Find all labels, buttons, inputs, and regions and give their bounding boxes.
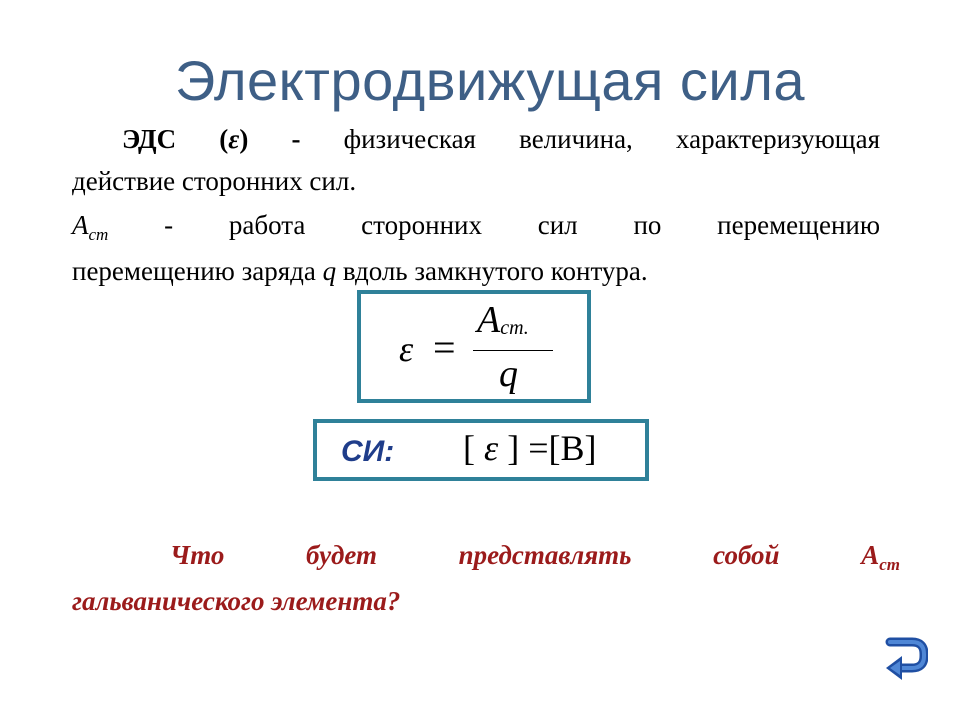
question-line2: гальванического элемента? (72, 586, 401, 616)
slide-title: Электродвижущая сила (174, 49, 806, 112)
work-symbol: $A_{ст}$ (72, 210, 109, 244)
emf-term-close: ) - (239, 124, 301, 154)
work-definition-line2: перемещению заряда q вдоль замкнутого контура. (72, 256, 648, 286)
formula-numerator: Aст. (477, 299, 529, 341)
charge-symbol: q (322, 256, 337, 286)
work-definition (72, 204, 880, 292)
emf-symbol: ε (228, 124, 240, 154)
question-symbol: $A_{ст}$ (861, 540, 900, 574)
formula-emf-symbol: ε (399, 329, 414, 369)
emf-definition-line1: физическая величина, характеризующая (300, 124, 881, 154)
question-text (72, 534, 900, 622)
emf-term: ЭДС ( (122, 124, 229, 154)
formula-denominator: q (499, 353, 518, 395)
fraction-bar (473, 350, 553, 351)
formula-equals: = (433, 325, 456, 370)
si-label: СИ: (341, 435, 395, 468)
question-line1: Что будет представлять собой (170, 540, 780, 570)
work-definition-line1: работа сторонних сил по перемещению (228, 210, 881, 240)
si-units-box (313, 419, 649, 481)
emf-formula-box (357, 290, 591, 403)
emf-definition-line2: действие сторонних сил. (72, 166, 357, 196)
return-arrow-icon[interactable] (884, 636, 928, 686)
work-dash: - (164, 210, 174, 240)
si-formula: [ ε ] =[B] (463, 428, 597, 468)
emf-definition (72, 118, 880, 202)
